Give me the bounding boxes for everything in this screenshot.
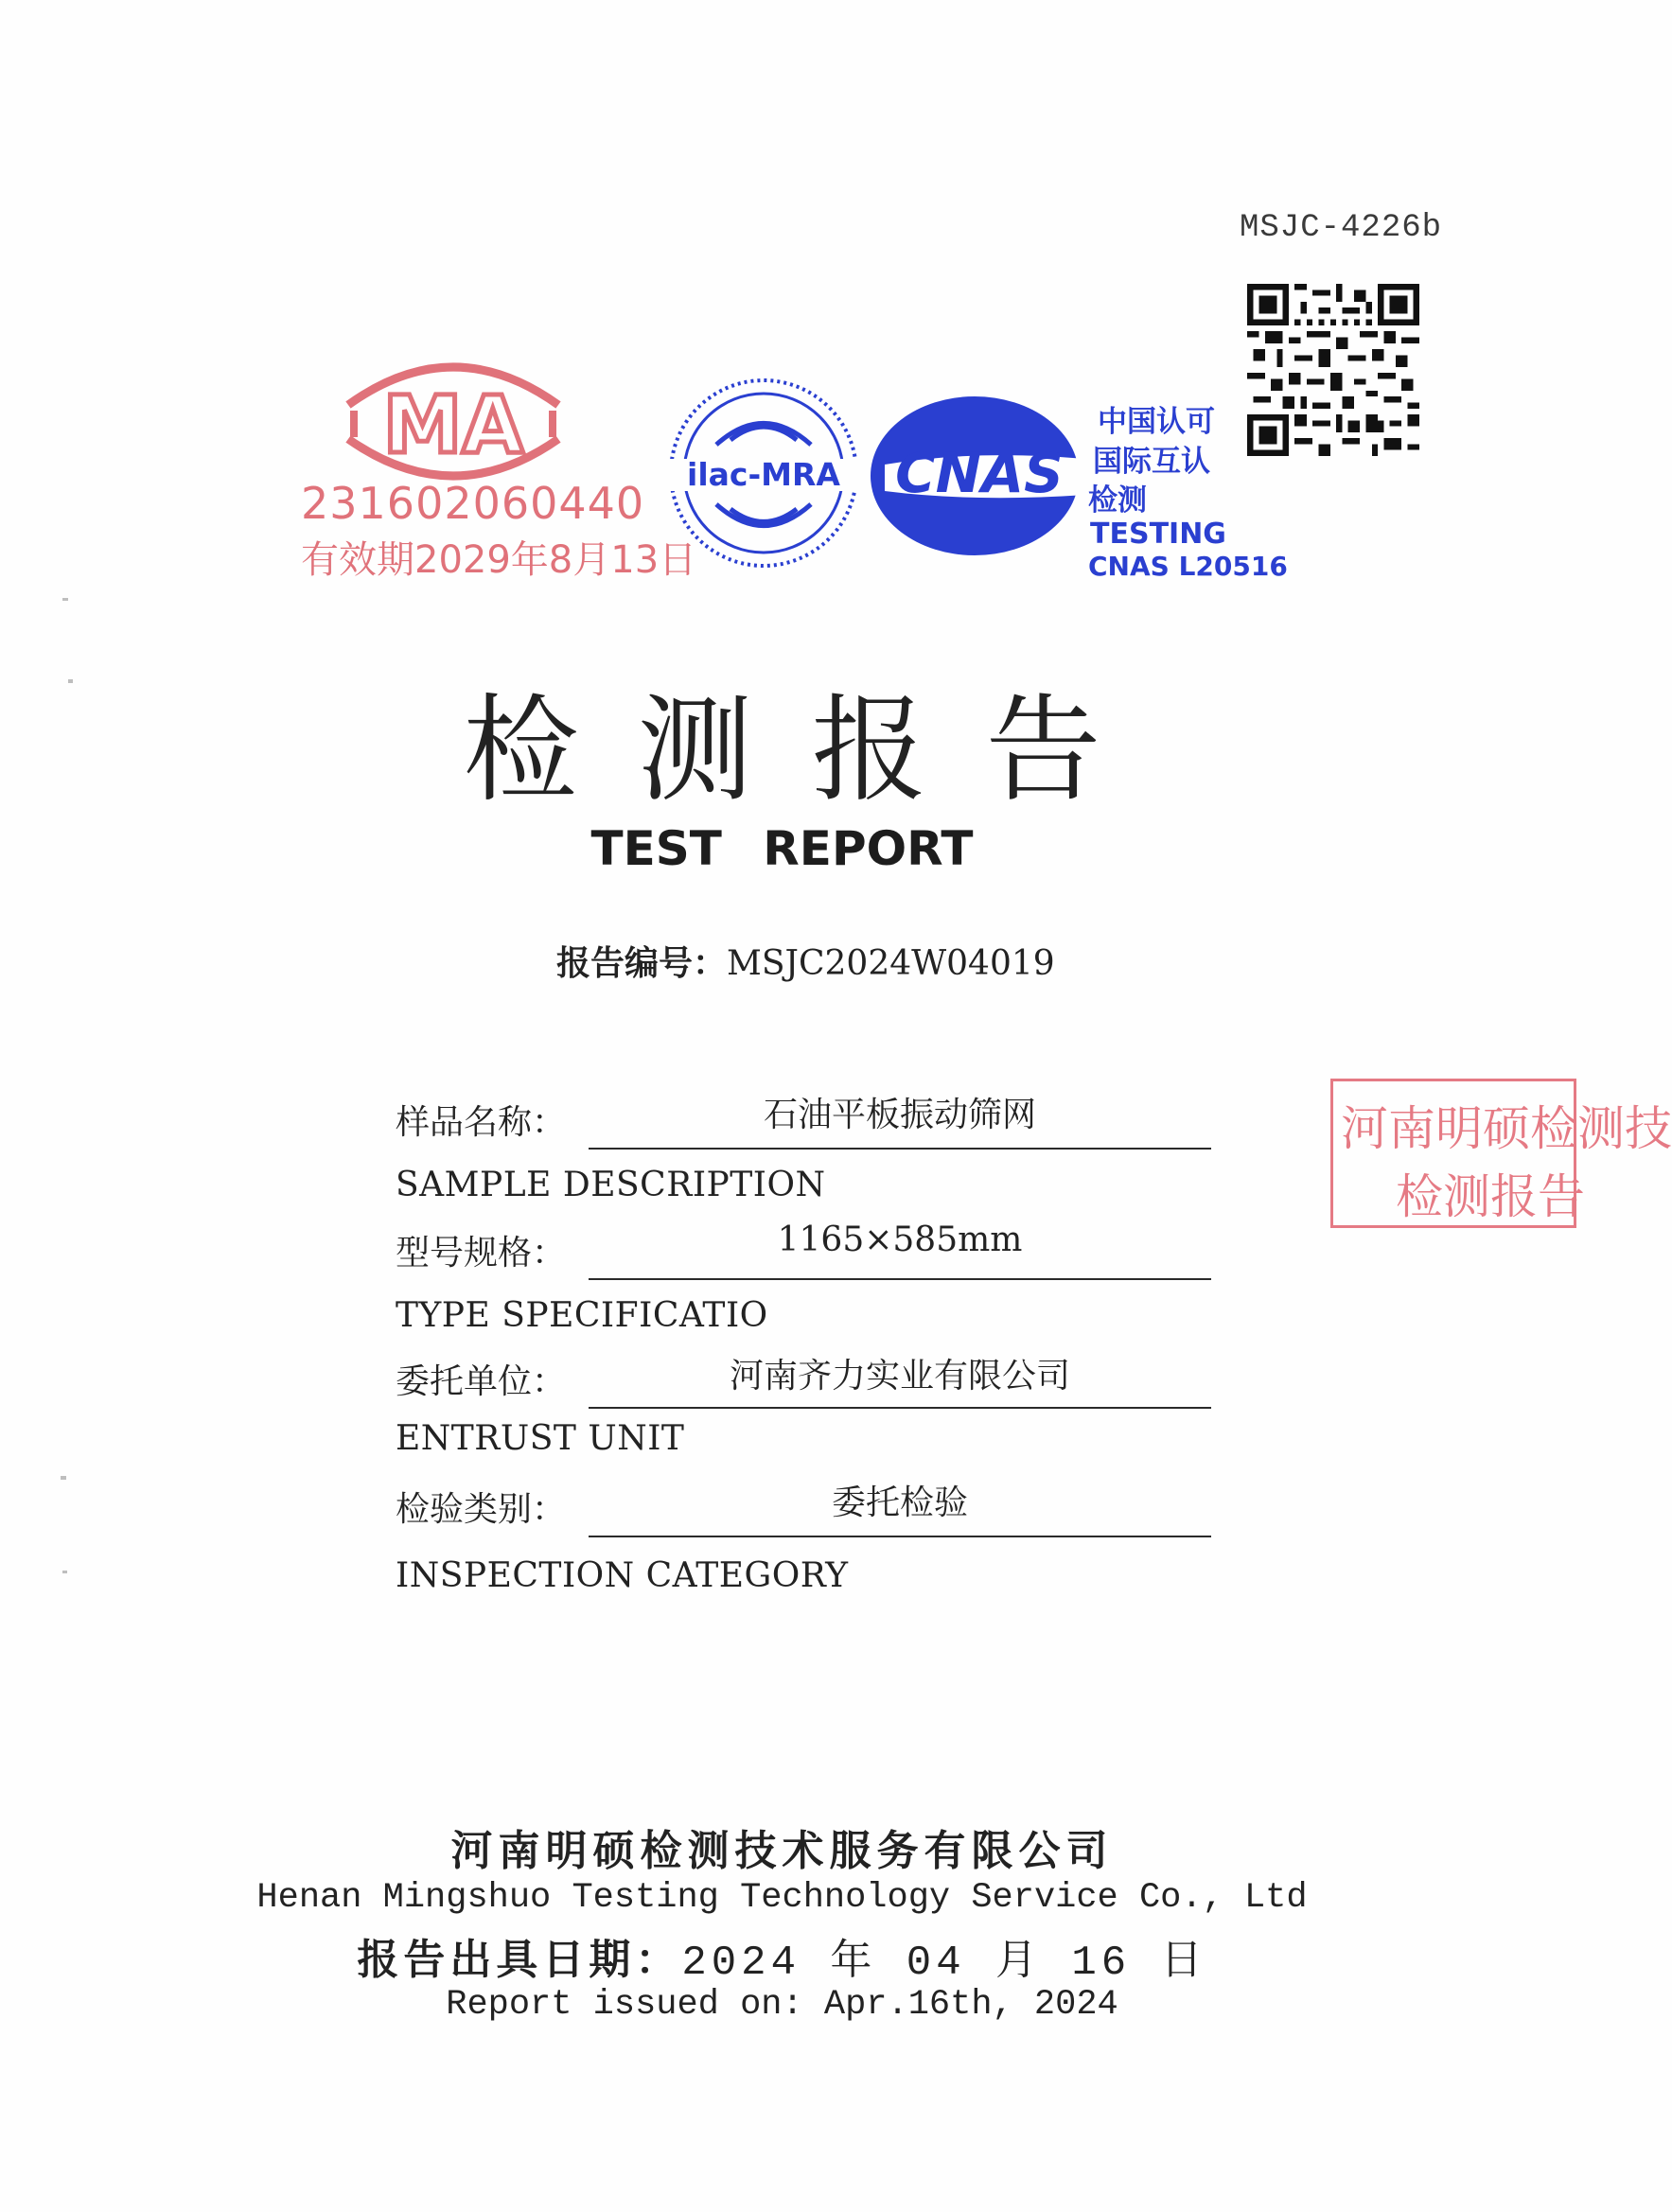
cma-certificate-number: 231602060440 [301, 478, 645, 529]
sample-name-value: 石油平板振动筛网 [763, 1096, 1036, 1134]
seal-line-2: 检测报告 [1396, 1169, 1585, 1224]
scan-speck [62, 598, 68, 601]
underline [589, 1536, 1211, 1537]
cnas-line-3: 检测 [1088, 483, 1147, 518]
model-spec-label: 型号规格： [396, 1234, 567, 1273]
scan-speck [68, 679, 73, 683]
inspection-category-label: 检验类别： [396, 1490, 567, 1529]
report-number [556, 937, 1055, 985]
inspection-category-label-en: INSPECTION CATEGORY [396, 1556, 849, 1595]
type-specification-label: TYPE SPECIFICATIO [396, 1296, 768, 1335]
seal-line-1: 河南明硕检测技 [1341, 1101, 1672, 1156]
cma-validity: 有效期2029年8月13日 [301, 538, 697, 582]
sample-name-label: 样品名称： [396, 1103, 567, 1142]
ilac-mra-text: ilac-MRA [687, 456, 840, 493]
inspection-seal [1330, 1079, 1672, 1228]
ilac-mra-logo-icon [664, 374, 863, 572]
report-number-value: MSJC2024W04019 [727, 944, 1055, 983]
report-number-label: 报告编号： [556, 944, 728, 983]
scan-speck [62, 1571, 67, 1573]
inspection-category-value: 委托检验 [831, 1483, 968, 1522]
entrust-unit-label: 委托单位： [396, 1362, 567, 1401]
issue-date-label: 报告出具日期： [357, 1936, 682, 1984]
company-name-chinese: 河南明硕检测技术服务有限公司 [450, 1827, 1114, 1875]
entrust-unit-label-en: ENTRUST UNIT [396, 1419, 685, 1458]
document-code: MSJC-4226b [1240, 210, 1443, 246]
title-chinese: 检测报告 [463, 683, 1160, 817]
entrust-unit-value: 河南齐力实业有限公司 [729, 1357, 1070, 1396]
cma-logo-text: MA [382, 378, 524, 471]
underline [589, 1407, 1211, 1409]
underline [589, 1148, 1211, 1150]
scan-speck [61, 1476, 66, 1480]
model-spec-value: 1165×585mm [777, 1220, 1023, 1259]
cnas-line-1: 中国认可 [1098, 405, 1215, 439]
cnas-logo-icon [866, 393, 1088, 558]
cnas-text: CNAS [895, 441, 1064, 505]
cnas-line-2: 国际互认 [1093, 445, 1210, 479]
issue-date-english: Report issued on: Apr.16th, 2024 [446, 1985, 1118, 2025]
company-name-english: Henan Mingshuo Testing Technology Service Co., Ltd [256, 1878, 1308, 1918]
title-english: TEST REPORT [590, 821, 974, 876]
qr-code [1247, 284, 1419, 456]
sample-description-label: SAMPLE DESCRIPTION [396, 1166, 826, 1204]
cnas-testing: TESTING [1090, 518, 1226, 551]
underline [589, 1278, 1211, 1280]
issue-date-value: 2024 年 04 月 16 日 [681, 1940, 1207, 1987]
issue-date-chinese [0, 1925, 1564, 1987]
cnas-code: CNAS L20516 [1088, 551, 1288, 582]
cma-logo-icon [329, 350, 577, 492]
